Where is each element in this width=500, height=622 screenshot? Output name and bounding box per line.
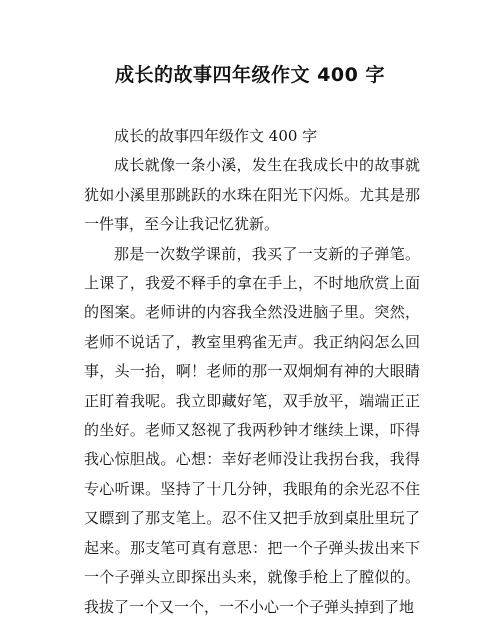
- document-body: [84, 122, 420, 622]
- paragraph: 成长的故事四年级作文 400 字: [114, 127, 318, 145]
- document-title: 成长的故事四年级作文 400 字: [115, 64, 385, 86]
- paragraph: 那是一次数学课前，我买了一支新的子弹笔。上课了，我爱不释手的拿在手上，不时地欣赏上面的图案。老师讲的内容我全然没进脑子里。突然，老师不说话了，教室里鸦雀无声。我正纳闷怎么回事，头一抬，啊！老师的那一双炯炯有神的大眼睛正盯着我呢。我立即藏好笔，双手放平，端端正正的坐好。老师又怒视了我两秒钟才继续上课，吓得我心惊胆战。心想：幸好老师没让我拐台我，我得专心听课。坚持了十几分钟，我眼角的余光忍不住又瞟到了那支笔上。忍不住又把手放到桌肚里玩了起来。那支笔可真有意思：把一个子弹头拔出来下一个子弹头立即探出头来，就像手枪上了膛似的。我拔了一个又一个，一不小心一个子弹头掉到了地: [84, 244, 420, 616]
- paragraph: 成长就像一条小溪，发生在我成长中的故事就犹如小溪里那跳跃的水珠在阳光下闪烁。尤其是那一件事，至今让我记忆犹新。: [84, 156, 420, 234]
